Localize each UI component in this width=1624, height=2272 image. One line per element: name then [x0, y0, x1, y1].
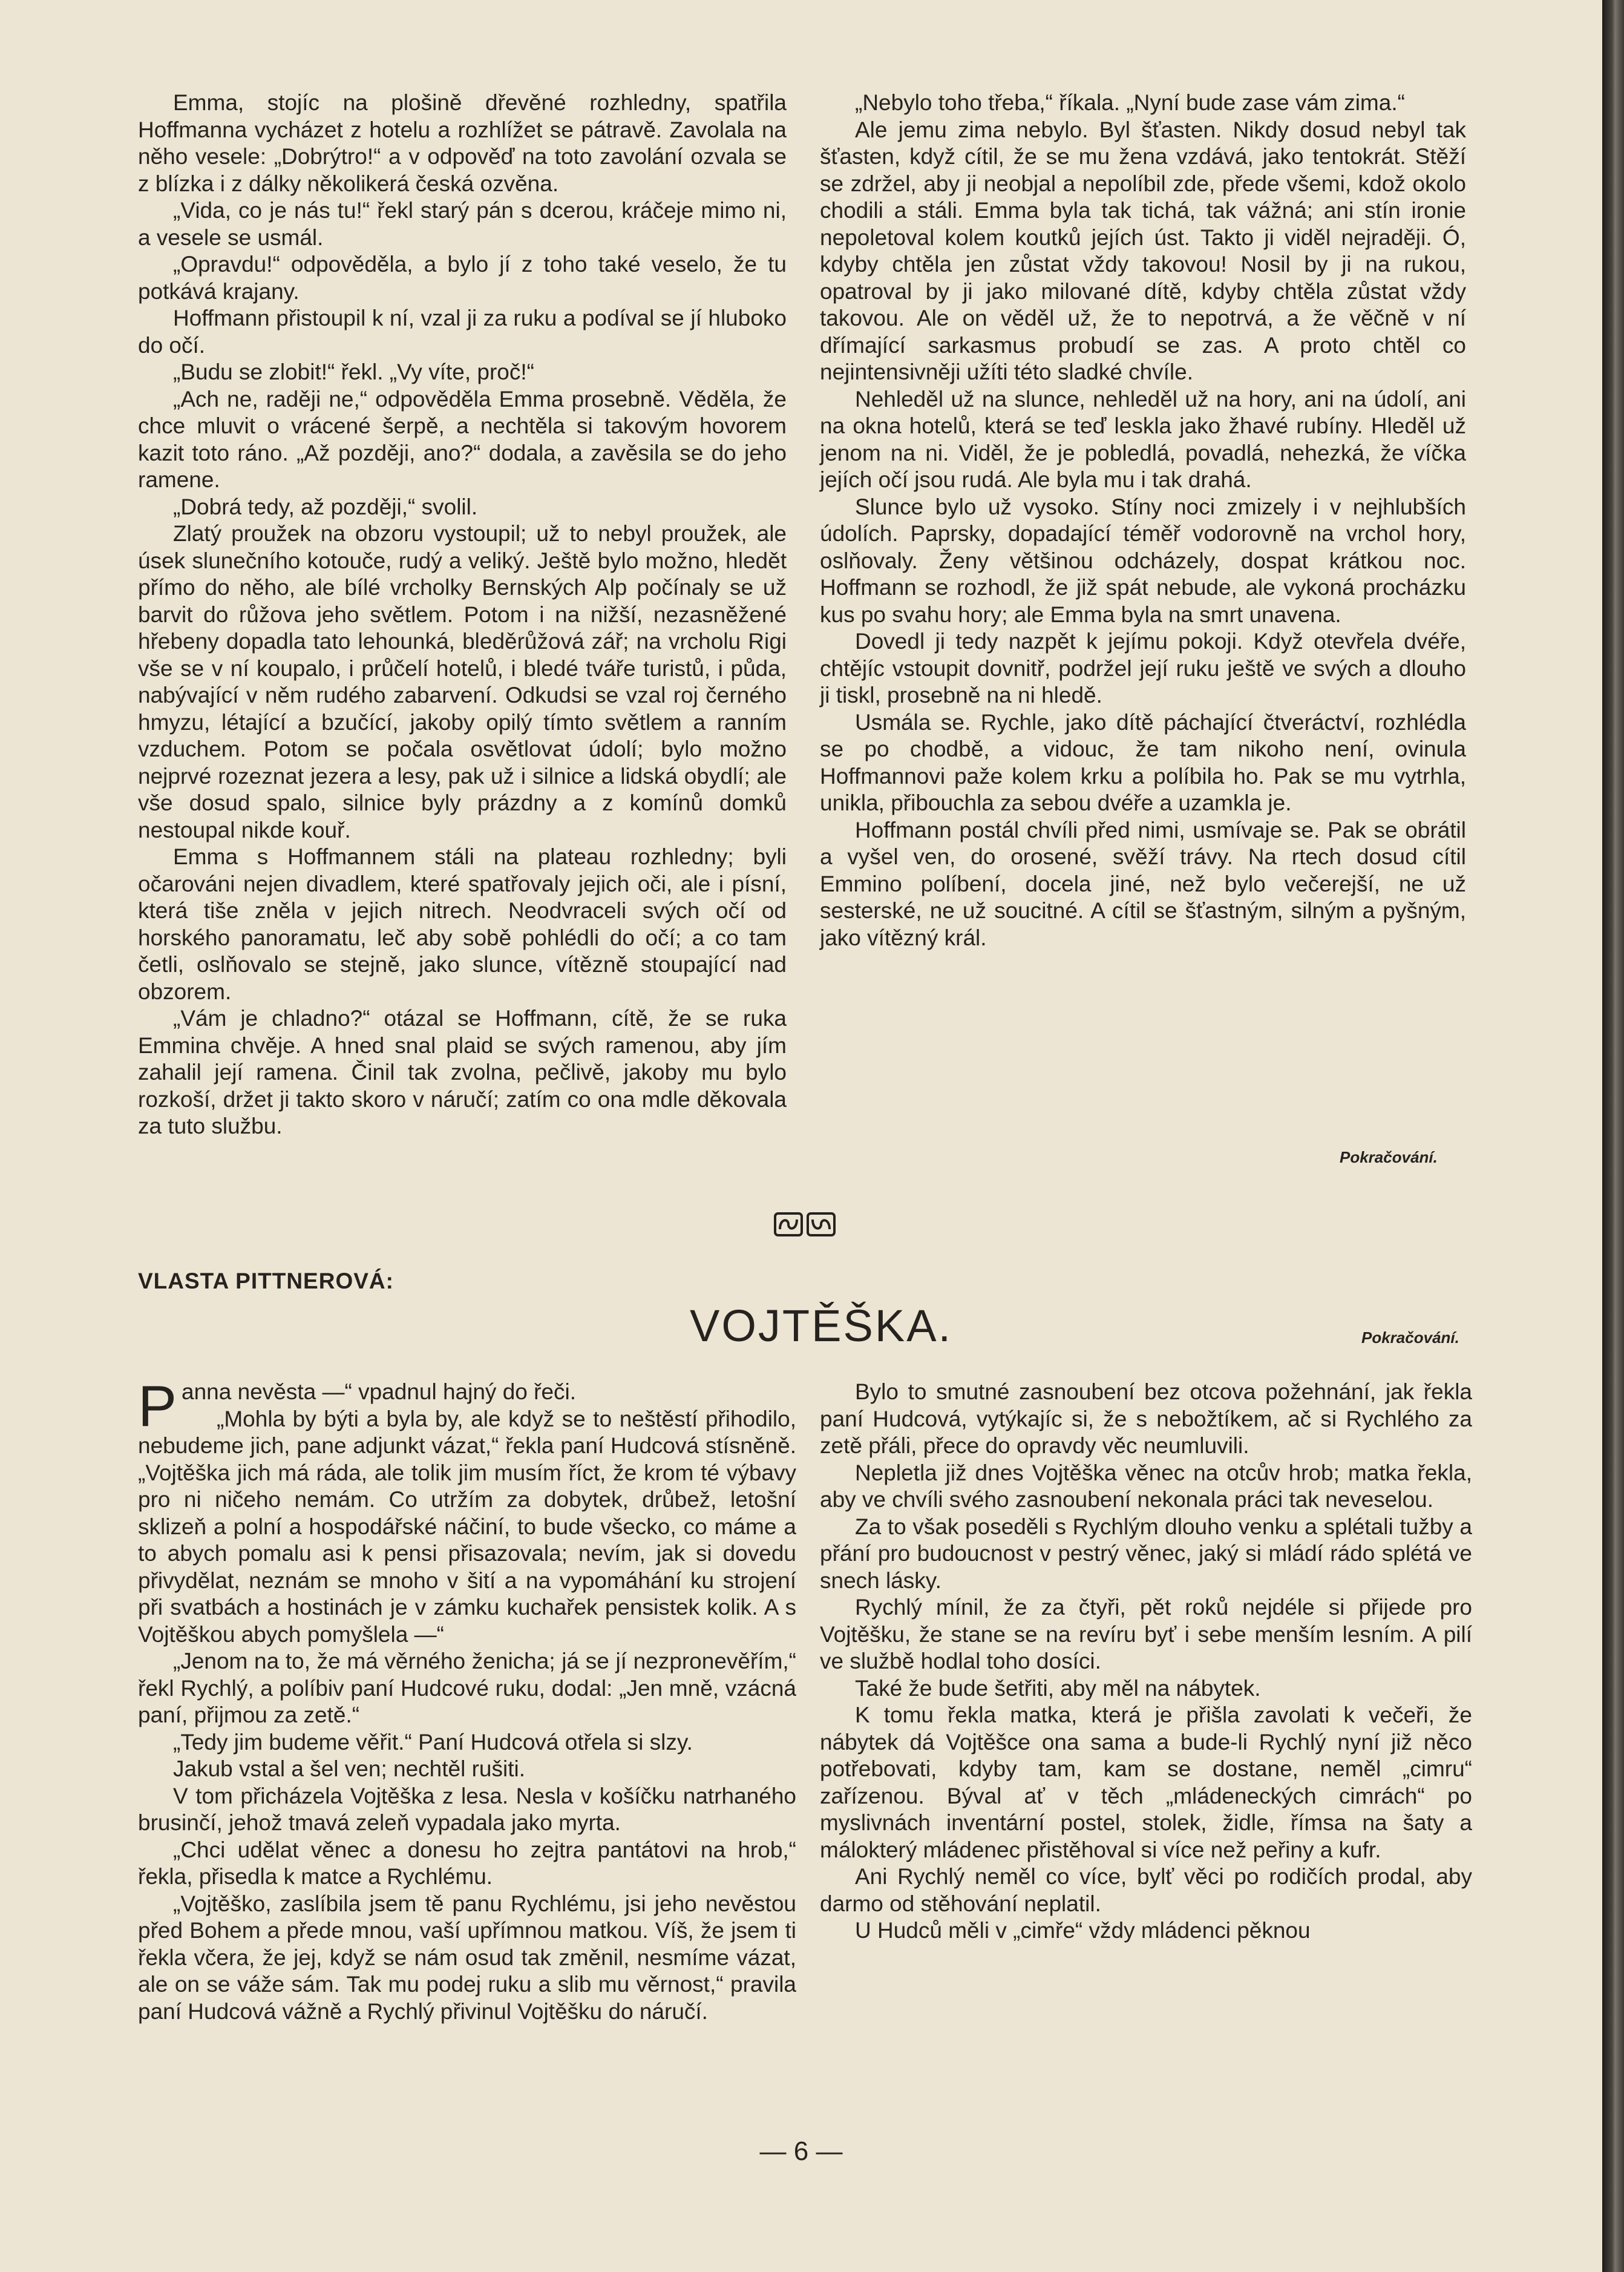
- paragraph: „Jenom na to, že má věrného ženicha; já se jí nezpronevěřím,“ řekl Rychlý, a políbiv paní Hudcové ruku, dodal: „Jen mně, vzácná paní, přijmou za zetě.“: [138, 1649, 796, 1727]
- story-column-2: [820, 1379, 1472, 1945]
- paragraph: Dovedl ji tedy nazpět k jejímu pokoji. Když otevřela dvéře, chtějíc vstoupit dovnitř, podržel její ruku ještě ve svých a dlouho ji tiskl, prosebně na ni hledě.: [820, 629, 1466, 708]
- book-spine-edge: [1602, 0, 1624, 2272]
- paragraph: Rychlý mínil, že za čtyři, pět roků nejdéle si přijede pro Vojtěšku, že stane se na revíru byť i sebe menším lesním. A pilí ve službě hodlal toho dosíci.: [820, 1595, 1472, 1673]
- ornament-divider-icon: [771, 1209, 838, 1240]
- paragraph: Ale jemu zima nebylo. Byl šťasten. Nikdy dosud nebyl tak šťasten, když cítil, že se mu žena vzdává, jako tentokrát. Stěží se zdržel, aby ji neobjal a nepolíbil zde, přede všemi, kdož okolo chodili a stáli. Emma byla tak tichá, tak vážná; ani stín ironie nepoletoval kolem koutků jejích úst. Takto ji viděl nejraději. Ó, kdyby chtěla jen zůstat vždy takovou! Nosil by ji na rukou, opatroval by ji jako milované dítě, kdyby chtěla zůstat vždy takovou. Ale on věděl už, že to nepotrvá, a že věčně v ní dřímající sarkasmus probudí se zas. A proto chtěl co nejintensivněji užíti této sladké chvíle.: [820, 117, 1466, 384]
- paragraph: Zlatý proužek na obzoru vystoupil; už to nebyl proužek, ale úsek slunečního kotouče, rudý a veliký. Ještě bylo možno, hledět přímo do něho, ale bílé vrcholky Bernských Alp počínaly se už barvit do růžova jeho světlem. Potom i na nižší, nezasněžené hřebeny dopadla tato lehounká, bleděrůžová zář; na vrcholu Rigi vše se v ní koupalo, i průčelí hotelů, i bledé tváře turistů, i půda, nabývající v něm rudého zabarvení. Odkudsi se vzal roj černého hmyzu, létající a bzučící, jakoby opilý tímto světlem a ranním vzduchem. Potom se počala osvětlovat údolí; bylo možno nejprvé rozeznat jezera a lesy, pak už i silnice a lidská obydlí; ale vše dosud spalo, silnice byly prázdny a z komínů domků nestoupal nikde kouř.: [138, 521, 787, 842]
- paragraph: V tom přicházela Vojtěška z lesa. Nesla v košíčku natrhaného brusinčí, jehož tmavá zeleň vypadala jako myrta.: [138, 1783, 796, 1835]
- paragraph: Také že bude šetřiti, aby měl na nábytek.: [855, 1675, 1261, 1701]
- left-story-column-1: [138, 90, 787, 1140]
- paragraph: Ani Rychlý neměl co více, bylť věci po rodičích prodal, aby darmo od stěhování neplatil.: [820, 1864, 1472, 1916]
- paragraph: [138, 1374, 796, 1439]
- paragraph: Bylo to smutné zasnoubení bez otcova požehnání, jak řekla paní Hudcová, vytýkajíc si, že s nebožtíkem, ač si Rychlého za zetě přáli, přece do opravdy věc neumluvili.: [820, 1379, 1472, 1458]
- paragraph: K tomu řekla matka, která je přišla zavolati k večeři, že nábytek dá Vojtěšce ona sama a bude-li Rychlý nyní již něco potřebovati, kdyby tam, kam se dostane, neměl „cimru“ zařízenou. Býval ať v těch „mládeneckých cimrách“ po myslivnách inventární postel, stolek, židle, římsa na šaty a málokterý mládenec přistěhoval si více než peřiny a kufr.: [820, 1702, 1472, 1862]
- drop-cap: P: [138, 1374, 177, 1439]
- story-title: VOJTĚŠKA.: [690, 1301, 953, 1351]
- continued-label: Pokračování.: [1340, 1148, 1438, 1166]
- paragraph: „Nebylo toho třeba,“ říkala. „Nyní bude zase vám zima.“: [855, 90, 1405, 115]
- paragraph-text: anna nevěsta —“ vpadnul hajný do řeči.: [182, 1379, 577, 1404]
- paragraph: Hoffmann přistoupil k ní, vzal ji za ruku a podíval se jí hluboko do očí.: [138, 306, 787, 358]
- paragraph: „Chci udělat věnec a donesu ho zejtra pantátovi na hrob,“ řekla, přisedla k matce a Rychlému.: [138, 1837, 796, 1889]
- paragraph: Emma s Hoffmannem stáli na plateau rozhledny; byli očarováni nejen divadlem, které spatřovaly jejich oči, ale i písní, která tiše zněla v jejich nitrech. Neodvraceli svých očí od horského panoramatu, leč aby sobě pohlédli do očí; a co tam četli, oslňovalo se stejně, jako slunce, vítězně stoupající nad obzorem.: [138, 844, 787, 1004]
- paragraph: Nehleděl už na slunce, nehleděl už na hory, ani na údolí, ani na okna hotelů, která se teď leskla jako žhavé rubíny. Hleděl už jenom na ni. Viděl, že je pobledlá, povadlá, nehezká, že víčka jejích očí jsou rudá. Ale byla mu i tak drahá.: [820, 386, 1466, 492]
- paragraph: „Ach ne, raději ne,“ odpověděla Emma prosebně. Věděla, že chce mluvit o vrácené šerpě, a nechtěla si takovým hovorem kazit toto ráno. „Až později, ano?“ dodala, a zavěsila se do jeho ramene.: [138, 386, 787, 492]
- paragraph: „Vojtěško, zaslíbila jsem tě panu Rychlému, jsi jeho nevěstou před Bohem a přede mnou, vaší upřímnou matkou. Víš, že jsem ti řekla včera, že jej, když se nám osud tak změnil, nesmíme vázat, ale on se váže sám. Tak mu podej ruku a slib mu věrnost,“ pravila paní Hudcová vážně a Rychlý přivinul Vojtěšku do náručí.: [138, 1891, 796, 2024]
- story-column-1: [138, 1374, 796, 2025]
- paragraph: „Mohla by býti a byla by, ale když se to neštěstí přihodilo, nebudeme jich, pane adjunkt vázat,“ řekla paní Hudcová stísněně. „Vojtěška jich má ráda, ale tolik jim musím říct, že krom té výbavy pro ni ničeho nemám. Co utržím za dobytek, drůbež, letošní sklizeň a polní a hospodářské náčiní, to bude všecko, co máme a to abych pomalu asi k pensi přisazovala; nevím, jak si dovedu přivydělat, neznám se mnoho v šití a na vypomáhání ku strojení při svatbách a hostinách je v zámku kuchařek pensistek kolik. A s Vojtěškou abych pomyšlela —“: [138, 1406, 796, 1647]
- paragraph: U Hudců měli v „cimře“ vždy mládenci pěknou: [855, 1918, 1311, 1943]
- paragraph: „Dobrá tedy, až později,“ svolil.: [173, 494, 478, 519]
- paragraph: Hoffmann postál chvíli před nimi, usmívaje se. Pak se obrátil a vyšel ven, do orosené, svěží trávy. Na rtech dosud cítil Emmino políbení, docela jiné, než bylo večerejší, ne už sesterské, ne už soucitné. A cítil se šťastným, silným a pyšným, jako vítězný král.: [820, 817, 1466, 950]
- paragraph: Jakub vstal a šel ven; nechtěl rušiti.: [173, 1756, 526, 1781]
- paragraph: Nepletla již dnes Vojtěška věnec na otcův hrob; matka řekla, aby ve chvíli svého zasnoubení nekonala práci tak neveselou.: [820, 1460, 1472, 1512]
- paragraph: Slunce bylo už vysoko. Stíny noci zmizely i v nejhlubších údolích. Paprsky, dopadající téměř vodorovně na vrchol hory, oslňovaly. Ženy většinou odcházely, dospat krátkou noc. Hoffmann se rozhodl, že již spát nebude, ale vykoná procházku kus po svahu hory; ale Emma byla na smrt unavena.: [820, 494, 1466, 627]
- left-story-column-2: [820, 90, 1466, 951]
- author-byline: VLASTA PITTNEROVÁ:: [138, 1269, 394, 1293]
- page-number: — 6 —: [759, 2136, 843, 2166]
- paragraph: Za to však poseděli s Rychlým dlouho venku a splétali tužby a přání pro budoucnost v pestrý věnec, jaký si mládí rádo splétá ve snech lásky.: [820, 1514, 1472, 1593]
- paragraph: „Tedy jim budeme věřit.“ Paní Hudcová otřela si slzy.: [173, 1729, 693, 1755]
- paragraph: „Vám je chladno?“ otázal se Hoffmann, cítě, že se ruka Emmina chvěje. A hned snal plaid se svých ramenou, aby jím zahalil její ramena. Činil tak zvolna, pečlivě, jakoby mu bylo rozkoší, držet ji takto skoro v náručí; zatím co ona mdle děkovala za tuto službu.: [138, 1006, 787, 1138]
- paragraph: „Budu se zlobit!“ řekl. „Vy víte, proč!“: [173, 360, 534, 384]
- continued-label: Pokračování.: [1361, 1328, 1459, 1347]
- paragraph: Emma, stojíc na plošině dřevěné rozhledny, spatřila Hoffmanna vycházet z hotelu a rozhlížet se pátravě. Zavolala na něho vesele: „Dobrýtro!“ a v odpověď na toto zavolání ozvala se z blízka i z dálky několikerá česká ozvěna.: [138, 90, 787, 196]
- paragraph: „Vida, co je nás tu!“ řekl starý pán s dcerou, kráčeje mimo ni, a vesele se usmál.: [138, 198, 787, 250]
- paragraph: „Opravdu!“ odpověděla, a bylo jí z toho také veselo, že tu potkává krajany.: [138, 252, 787, 304]
- paragraph: Usmála se. Rychle, jako dítě páchající čtveráctví, rozhlédla se po chodbě, a vidouc, že tam nikoho není, ovinula Hoffmannovi paže kolem krku a políbila ho. Pak se mu vytrhla, unikla, přibouchla za sebou dvéře a uzamkla je.: [820, 709, 1466, 815]
